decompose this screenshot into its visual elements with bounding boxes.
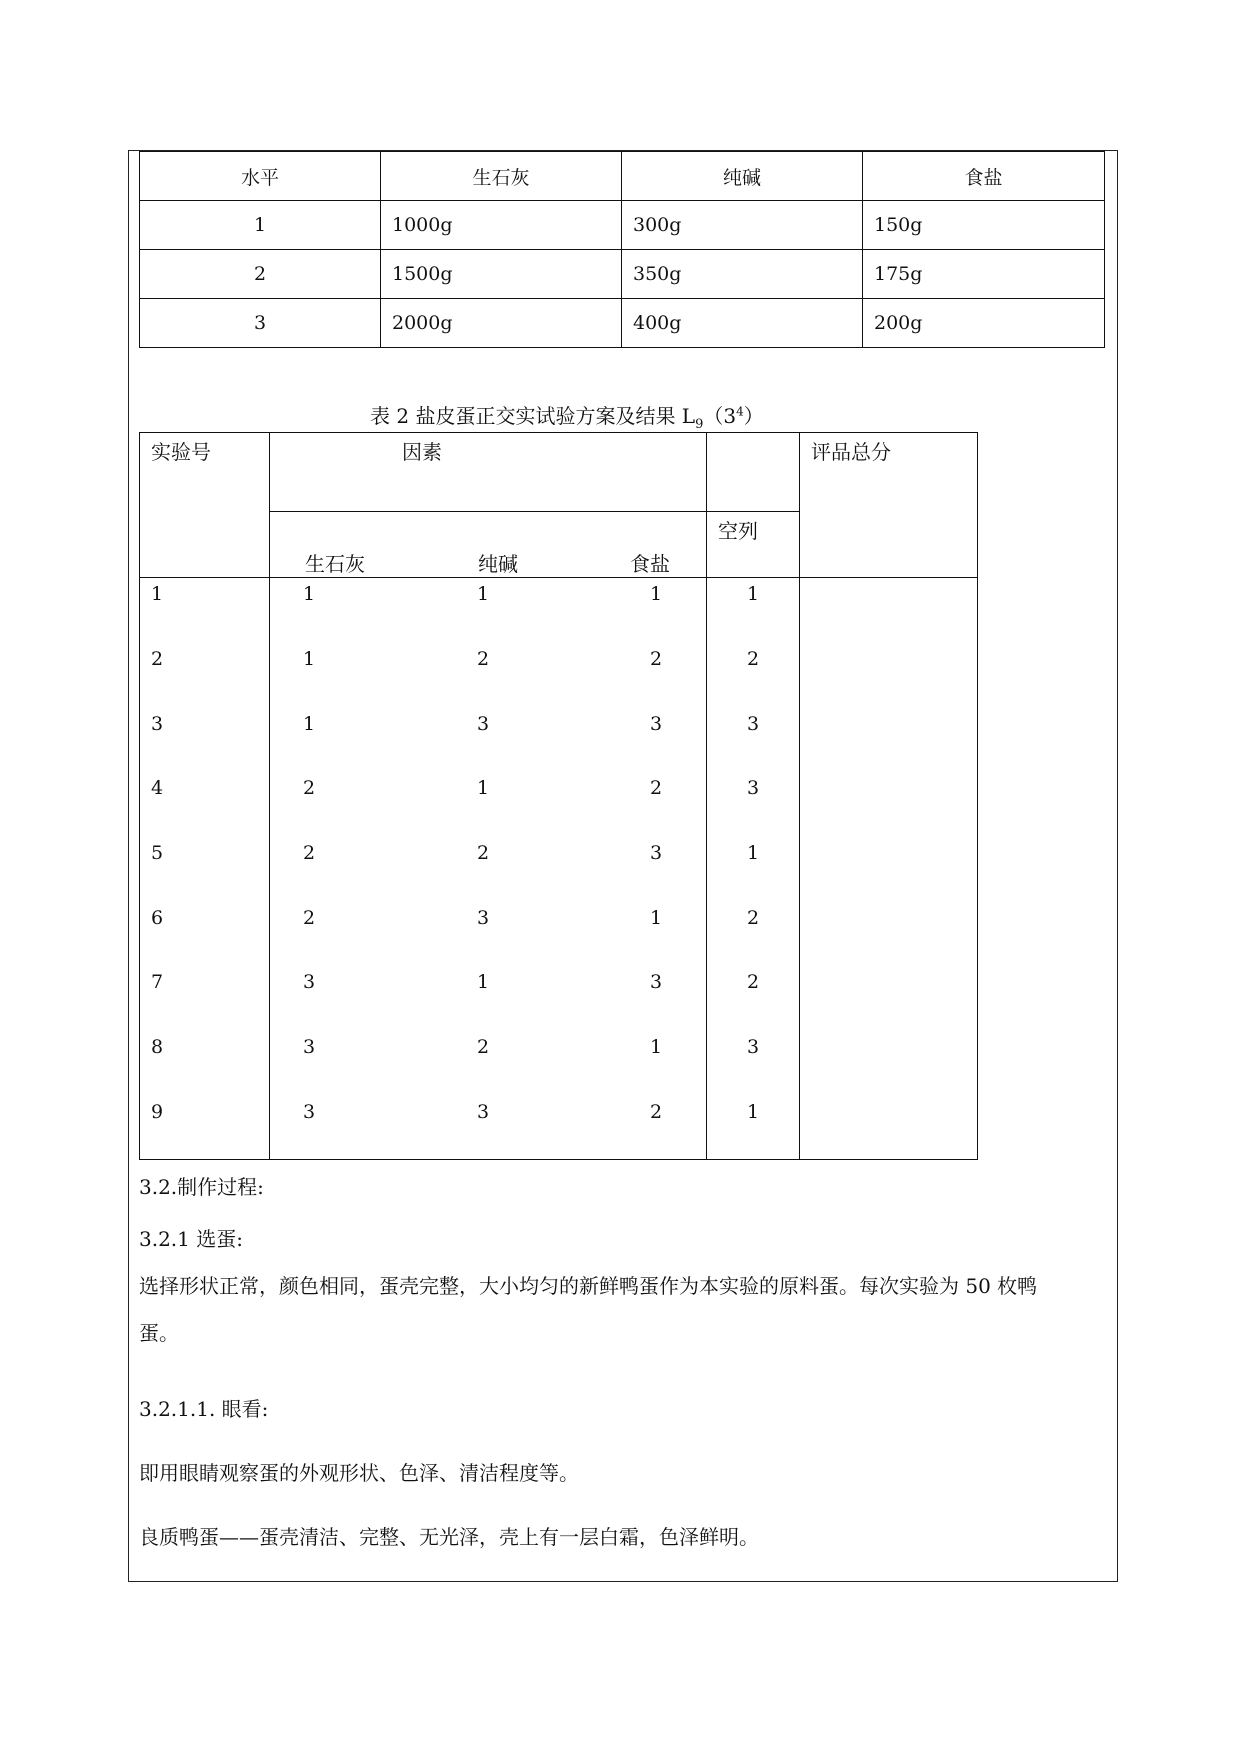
cell-lime: 1: [303, 648, 316, 670]
header-experiment-no: 实验号: [151, 440, 211, 464]
cell-salt: 1: [650, 1036, 663, 1058]
cell-experiment-no: 7: [151, 971, 164, 993]
paragraph: 即用眼睛观察蛋的外观形状、色泽、清洁程度等。: [139, 1461, 579, 1485]
cell-salt: 3: [650, 971, 663, 993]
cell-lime: 2: [303, 777, 316, 799]
paragraph: 良质鸭蛋——蛋壳清洁、完整、无光泽，壳上有一层白霜，色泽鲜明。: [139, 1525, 759, 1549]
cell-experiment-no: 4: [151, 777, 164, 799]
orthogonal-table: [139, 432, 978, 1160]
cell-soda: 2: [477, 648, 490, 670]
cell-blank: 3: [747, 713, 760, 735]
cell-blank: 3: [747, 1036, 760, 1058]
cell-salt: 2: [650, 777, 663, 799]
cell-salt: 200g: [863, 299, 1105, 348]
cell-salt: 150g: [863, 201, 1105, 250]
cell-level: 3: [140, 299, 381, 348]
cell-soda: 1: [477, 583, 490, 605]
table-divider: [269, 511, 799, 512]
header-salt: 食盐: [630, 552, 670, 576]
paragraph-line: 蛋。: [139, 1321, 179, 1345]
table-divider: [269, 432, 270, 1160]
header-soda: 纯碱: [478, 552, 518, 576]
cell-blank: 1: [747, 1101, 760, 1123]
cell-experiment-no: 6: [151, 907, 164, 929]
table-divider: [139, 577, 978, 578]
table2-caption: 表 2 盐皮蛋正交实试验方案及结果 $L_9(3^4)$: [370, 404, 764, 432]
paragraph-line: 选择形状正常，颜色相同，蛋壳完整，大小均匀的新鲜鸭蛋作为本实验的原料蛋。每次实验为 50 枚鸭: [139, 1274, 1038, 1298]
cell-experiment-no: 8: [151, 1036, 164, 1058]
cell-lime: 2: [303, 907, 316, 929]
cell-salt: 3: [650, 713, 663, 735]
cell-soda: 2: [477, 1036, 490, 1058]
cell-experiment-no: 9: [151, 1101, 164, 1123]
cell-experiment-no: 1: [151, 583, 164, 605]
cell-soda: 3: [477, 907, 490, 929]
cell-lime: 3: [303, 971, 316, 993]
cell-blank: 1: [747, 842, 760, 864]
table-row: [140, 299, 1105, 348]
table-divider: [799, 432, 800, 1160]
header-blank-column: 空列: [718, 519, 758, 543]
header-salt: 食盐: [863, 152, 1105, 201]
cell-lime: 3: [303, 1101, 316, 1123]
subsection-heading: 3.2.1.1. 眼看:: [139, 1397, 269, 1421]
cell-experiment-no: 2: [151, 648, 164, 670]
cell-soda: 300g: [622, 201, 863, 250]
cell-soda: 350g: [622, 250, 863, 299]
cell-soda: 3: [477, 1101, 490, 1123]
cell-blank: 3: [747, 777, 760, 799]
cell-lime: 1000g: [381, 201, 622, 250]
cell-soda: 3: [477, 713, 490, 735]
cell-experiment-no: 3: [151, 713, 164, 735]
cell-blank: 2: [747, 648, 760, 670]
cell-salt: 2: [650, 1101, 663, 1123]
section-heading: 3.2.制作过程:: [139, 1175, 264, 1199]
cell-lime: 1: [303, 713, 316, 735]
cell-lime: 2000g: [381, 299, 622, 348]
header-soda: 纯碱: [622, 152, 863, 201]
cell-salt: 3: [650, 842, 663, 864]
cell-experiment-no: 5: [151, 842, 164, 864]
cell-soda: 1: [477, 971, 490, 993]
header-score: 评品总分: [811, 440, 891, 464]
cell-level: 1: [140, 201, 381, 250]
cell-salt: 1: [650, 583, 663, 605]
cell-salt: 175g: [863, 250, 1105, 299]
cell-soda: 1: [477, 777, 490, 799]
cell-salt: 2: [650, 648, 663, 670]
cell-lime: 3: [303, 1036, 316, 1058]
table-row: [140, 201, 1105, 250]
cell-level: 2: [140, 250, 381, 299]
table-row: [140, 250, 1105, 299]
cell-lime: 1: [303, 583, 316, 605]
cell-lime: 1500g: [381, 250, 622, 299]
header-factor: 因素: [402, 440, 442, 464]
cell-salt: 1: [650, 907, 663, 929]
cell-lime: 2: [303, 842, 316, 864]
cell-blank: 2: [747, 907, 760, 929]
subsection-heading: 3.2.1 选蛋:: [139, 1227, 243, 1251]
cell-soda: 2: [477, 842, 490, 864]
table-divider: [706, 432, 707, 1160]
levels-table: [139, 151, 1105, 348]
cell-soda: 400g: [622, 299, 863, 348]
cell-blank: 2: [747, 971, 760, 993]
header-lime: 生石灰: [381, 152, 622, 201]
header-lime: 生石灰: [305, 552, 365, 576]
header-level: 水平: [140, 152, 381, 201]
table-header-row: [140, 152, 1105, 201]
cell-blank: 1: [747, 583, 760, 605]
